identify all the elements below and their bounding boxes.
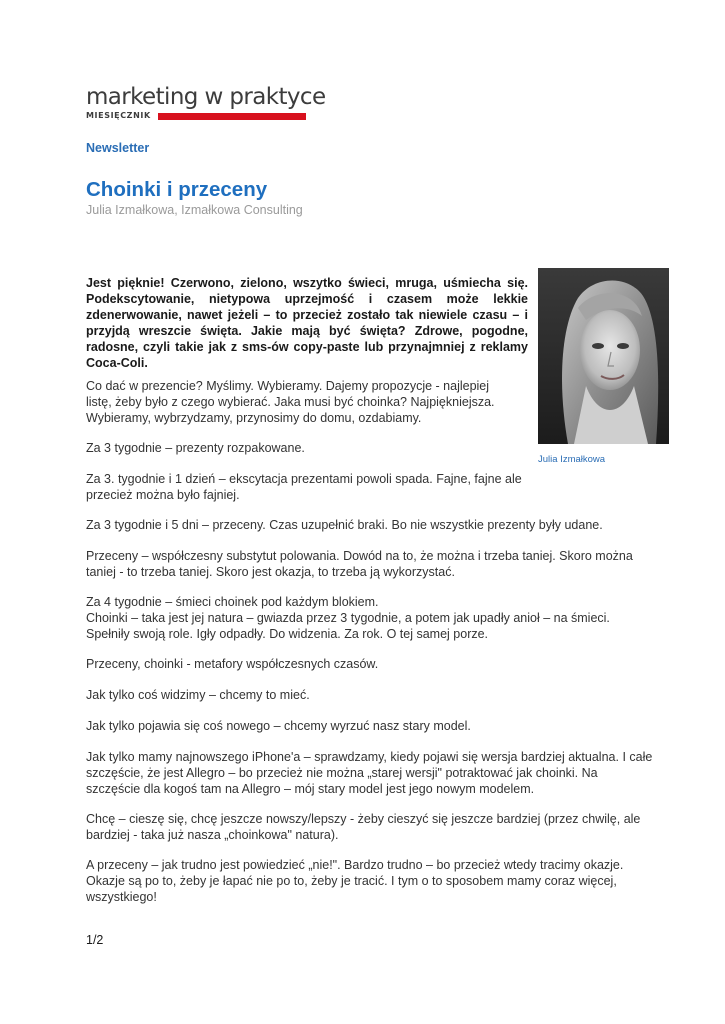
paragraph-line: Wybieramy, wybrzydzamy, przynosimy do domu, ozdabiamy.	[86, 411, 422, 425]
paragraph-line: Przeceny – współczesny substytut polowania. Dowód na to, że można i trzeba taniej. Skoro można	[86, 549, 633, 563]
paragraph-5	[86, 548, 646, 580]
paragraph-line: bardziej - taka już nasza „choinkowa" natura).	[86, 828, 339, 842]
page-number: 1/2	[86, 933, 104, 947]
paragraph-line: Za 3 tygodnie i 5 dni – przeceny. Czas uzupełnić braki. Bo nie wszystkie prezenty były udane.	[86, 518, 603, 532]
paragraph-line: szczęście, że jest Allegro – bo przecież nie można „starej wersji" potraktować jak choinki. Na	[86, 766, 598, 780]
paragraph-9	[86, 718, 646, 734]
paragraph-line: Jak tylko mamy najnowszego iPhone'a – sprawdzamy, kiedy pojawi się wersja bardziej aktualna. I całe	[86, 750, 653, 764]
photo-caption: Julia Izmałkowa	[538, 454, 606, 465]
paragraph-line: A przeceny – jak trudno jest powiedzieć „nie!". Bardzo trudno – bo przecież wtedy tracimy okazje.	[86, 858, 624, 872]
paragraph-3	[86, 471, 646, 503]
paragraph-1	[86, 378, 646, 426]
paragraph-line: wszystkiego!	[86, 890, 157, 904]
paragraph-line: Za 4 tygodnie – śmieci choinek pod każdym blokiem.	[86, 595, 379, 609]
paragraph-line: Choinki – taka jest jej natura – gwiazda przez 3 tygodnie, a potem jak upadły anioł – na śmieci.	[86, 611, 610, 625]
paragraph-line: Za 3 tygodnie – prezenty rozpakowane.	[86, 441, 305, 455]
paragraph-2	[86, 440, 646, 456]
article-byline: Julia Izmałkowa, Izmałkowa Consulting	[86, 203, 303, 217]
paragraph-8	[86, 687, 646, 703]
article-title: Choinki i przeceny	[86, 178, 268, 201]
paragraph-line: Przeceny, choinki - metafory współczesnych czasów.	[86, 657, 379, 671]
paragraph-line: taniej - to trzeba taniej. Skoro jest okazja, to trzeba ją wykorzystać.	[86, 565, 455, 579]
paragraph-11	[86, 811, 646, 843]
masthead-title: marketing w praktyce	[86, 84, 326, 110]
paragraph-line: Chcę – cieszę się, chcę jeszcze nowszy/lepszy - żeby cieszyć się jeszcze bardziej (przez chwilę, ale	[86, 812, 641, 826]
paragraph-line: przecież można było fajniej.	[86, 488, 240, 502]
paragraph-7	[86, 656, 646, 672]
paragraph-line: Jak tylko coś widzimy – chcemy to mieć.	[86, 688, 310, 702]
masthead-logo	[86, 84, 326, 124]
masthead-red-bar	[158, 113, 306, 120]
paragraph-line: szczęście dla kogoś tam na Allegro – mój stary model jest jego nowym modelem.	[86, 782, 535, 796]
paragraph-line: Jak tylko pojawia się coś nowego – chcemy wyrzuć nasz stary model.	[86, 719, 471, 733]
paragraph-line: listę, żeby było z czego wybierać. Jaka musi być choinka? Najpiękniejsza.	[86, 395, 495, 409]
paragraph-10	[86, 749, 653, 797]
masthead-subtitle: MIESIĘCZNIK	[86, 111, 151, 120]
section-label: Newsletter	[86, 141, 150, 155]
paragraph-6	[86, 594, 646, 642]
paragraph-line: Okazje są po to, żeby je łapać nie po to, żeby je tracić. I tym o to sposobem mamy coraz więcej,	[86, 874, 617, 888]
paragraph-12	[86, 857, 646, 905]
paragraph-line: Spełniły swoją role. Igły odpadły. Do widzenia. Za rok. O tej samej porze.	[86, 627, 489, 641]
paragraph-line: Co dać w prezencie? Myślimy. Wybieramy. Dajemy propozycje - najlepiej	[86, 379, 490, 393]
paragraph-line: Za 3. tygodnie i 1 dzień – ekscytacja prezentami powoli spada. Fajne, fajne ale	[86, 472, 522, 486]
article-lead: Jest pięknie! Czerwono, zielono, wszytko świeci, mruga, uśmiecha się. Podekscytowanie, nietypowa uprzejmość i czasem może lekkie zdenerwowanie, nawet jeżeli – to przecież zostało tak niewiele czasu – i przyjdą wreszcie święta. Jakie mają być święta? Zdrowe, pogodne, radosne, czyli takie jak z sms-ów copy-paste lub przynajmniej z reklamy Coca-Coli.	[86, 276, 528, 370]
paragraph-4	[86, 517, 646, 533]
